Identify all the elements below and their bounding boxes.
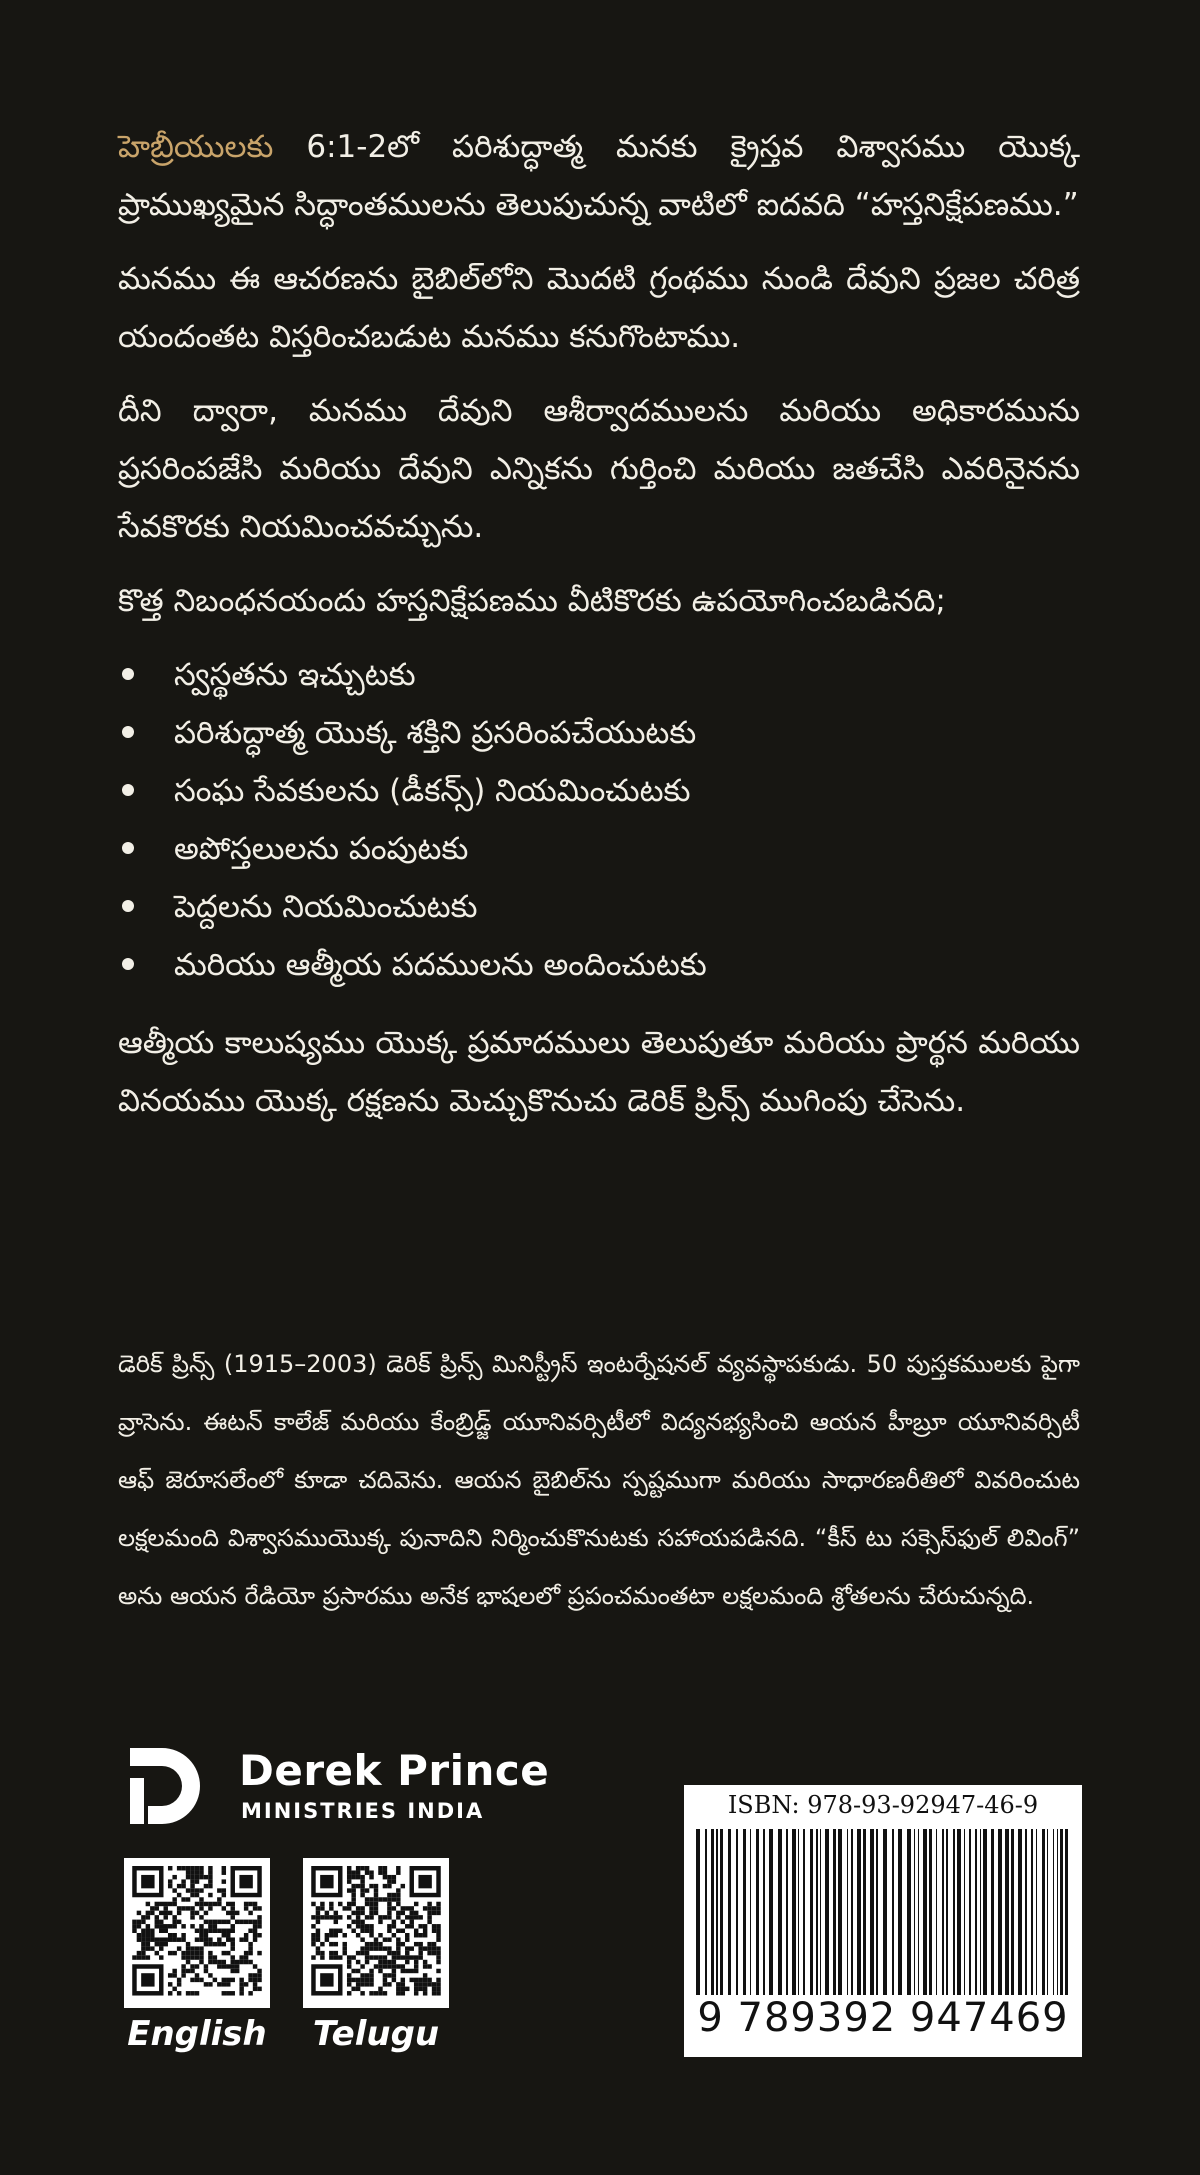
- publisher-logo: [124, 1742, 550, 1842]
- qr-label-english: English: [127, 2014, 267, 2054]
- list-item: స్వస్థతను ఇచ్చుటకు: [118, 646, 1080, 704]
- bullet-icon: [122, 668, 134, 680]
- qr-code-icon: [132, 1866, 262, 2000]
- author-bio: డెరిక్ ప్రిన్స్ (1915–2003) డెరిక్ ప్రిన్స్ మినిస్ట్రీస్ ఇంటర్నేషనల్ వ్యవస్థాపకుడు. 50 పుస్తకములకు పైగా వ్రాసెను. ఈటన్ కాలేజ్ మరియు కేంబ్రిడ్జ్ యూనివర్సిటీలో విద్యనభ్యసించి ఆయన హీబ్రూ యూనివర్సిటీ ఆఫ్ జెరూసలేంలో కూడా చదివెను. ఆయన బైబిల్‌ను స్పష్టముగా మరియు సాధారణరీతిలో వివరించుట లక్షలమంది విశ్వాసముయొక్క పునాదిని నిర్మించుకొనుటకు సహాయపడినది. “కీస్ టు సక్సెస్‌ఫుల్ లివింగ్” అను ఆయన రేడియో ప్రసారము అనేక భాషలలో ప్రపంచమంతటా లక్షలమంది శ్రోతలను చేరుచున్నది.: [118, 1350, 1080, 1610]
- isbn-barcode-box: [684, 1785, 1082, 2057]
- qr-label-telugu: Telugu: [312, 2014, 440, 2054]
- qr-code-telugu[interactable]: [303, 1858, 449, 2008]
- isbn-label: ISBN: 978-93-92947-46-9: [727, 1791, 1039, 1819]
- closing-paragraph: ఆత్మీయ కాలుష్యము యొక్క ప్రమాదములు తెలుపుతూ మరియు ప్రార్థన మరియు వినయము యొక్క రక్షణను మెచ్చుకొనుచు డెరిక్ ప్రిన్స్ ముగింపు చేసెను.: [118, 1025, 1080, 1119]
- bullet-icon: [122, 726, 134, 738]
- bullet-icon: [122, 958, 134, 970]
- intro-text: 6:1-2లో పరిశుద్ధాత్మ మనకు క్రైస్తవ విశ్వాసము యొక్క ప్రాముఖ్యమైన సిద్ధాంతములను తెలుపుచున్న వాటిలో ఐదవది “హస్తనిక్షేపణము.”: [118, 129, 1080, 223]
- list-item: మరియు ఆత్మీయ పదములను అందించుటకు: [118, 936, 1080, 994]
- bullet-icon: [122, 900, 134, 912]
- isbn-digits: 9 789392 947469: [697, 1995, 1069, 2041]
- qr-code-icon: [311, 1866, 441, 2000]
- intro-accent-word: హెబ్రీయులకు: [118, 129, 274, 165]
- paragraph-purpose: దీని ద్వారా, మనము దేవుని ఆశీర్వాదములను మరియు అధికారమును ప్రసరింపజేసి మరియు దేవుని ఎన్నికను గుర్తించి మరియు జతచేసి ఎవరినైనను సేవకొరకు నియమించవచ్చును.: [118, 393, 1080, 545]
- qr-code-english[interactable]: [124, 1858, 270, 2008]
- barcode-icon: [694, 1829, 1072, 1995]
- paragraph-uses-intro: కొత్త నిబంధనయందు హస్తనిక్షేపణము వీటికొరకు ఉపయోగించబడినది;: [118, 583, 946, 619]
- intro-paragraph: [118, 118, 1080, 234]
- uses-list: [118, 646, 1080, 994]
- list-item: సంఘ సేవకులను (డీకన్స్) నియమించుటకు: [118, 762, 1080, 820]
- logo-subtitle: MINISTRIES INDIA: [241, 1799, 485, 1823]
- dpm-logo-icon: [124, 1742, 210, 1830]
- logo-name: Derek Prince: [239, 1746, 550, 1795]
- list-item: అపోస్తలులను పంపుటకు: [118, 820, 1080, 878]
- list-item: పరిశుద్ధాత్మ యొక్క శక్తిని ప్రసరింపచేయుటకు: [118, 704, 1080, 762]
- bullet-icon: [122, 842, 134, 854]
- bullet-icon: [122, 784, 134, 796]
- paragraph-history: మనము ఈ ఆచరణను బైబిల్‌లోని మొదటి గ్రంథము నుండి దేవుని ప్రజల చరిత్ర యందంతట విస్తరించబడుట మనము కనుగొంటాము.: [118, 261, 1080, 355]
- list-item: పెద్దలను నియమించుటకు: [118, 878, 1080, 936]
- back-cover-blurb: [118, 118, 1080, 1146]
